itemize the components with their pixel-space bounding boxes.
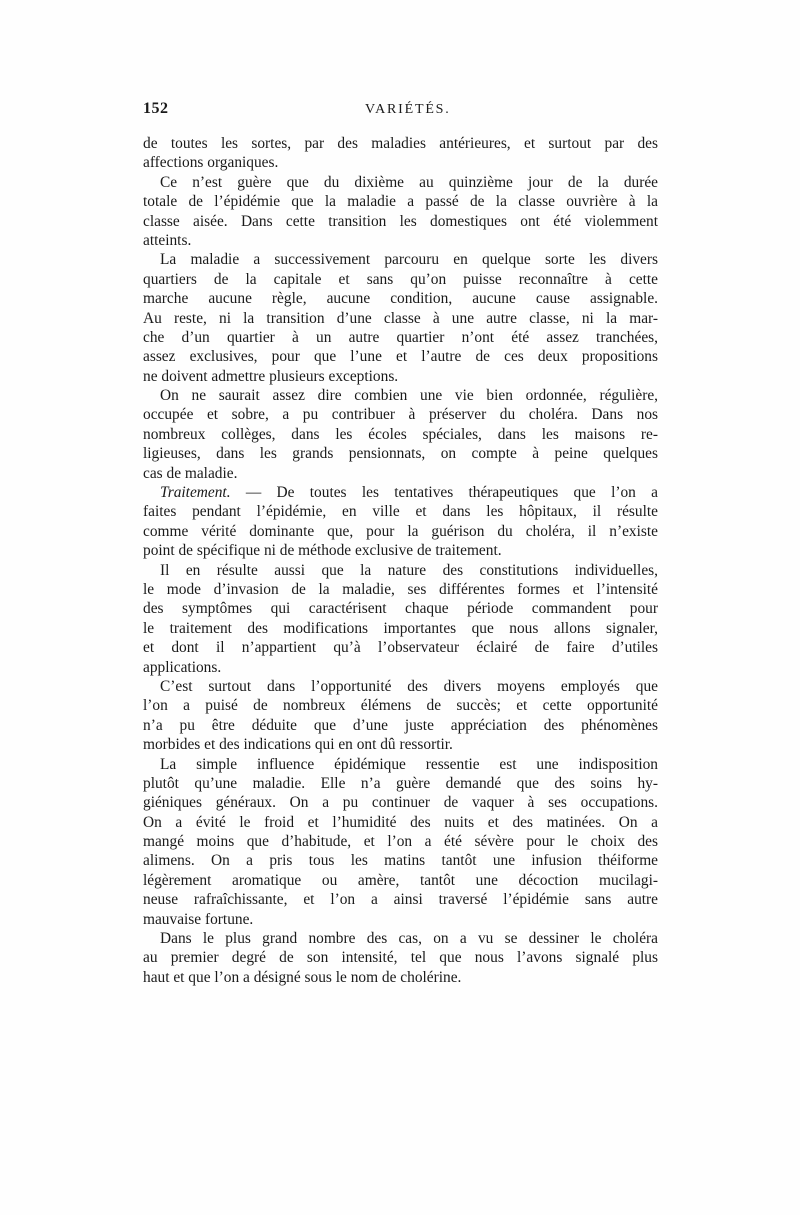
body-text bbox=[143, 134, 658, 987]
text-line: le traitement des modifications importantes que nous allons signaler, bbox=[143, 619, 658, 637]
text-line: ligieuses, dans les grands pensionnats, on compte à peine quelques bbox=[143, 445, 658, 463]
text-line: affections organiques. bbox=[143, 154, 279, 172]
text-line: La simple influence épidémique ressentie est une indisposition bbox=[160, 755, 658, 773]
text-line: giéniques généraux. On a pu continuer de vaquer à ses occupations. bbox=[143, 794, 658, 812]
text-line: C’est surtout dans l’opportunité des divers moyens employés que bbox=[160, 677, 658, 695]
text-line: occupée et sobre, a pu contribuer à préserver du choléra. Dans nos bbox=[143, 406, 658, 424]
text-line: assez exclusives, pour que l’une et l’autre de ces deux propositions bbox=[143, 348, 658, 366]
text-line: Il en résulte aussi que la nature des constitutions individuelles, bbox=[160, 561, 658, 579]
text-line: légèrement aromatique ou amère, tantôt une décoction mucilagi- bbox=[143, 871, 658, 889]
text-line: haut et que l’on a désigné sous le nom de cholérine. bbox=[143, 968, 462, 986]
text-line: che d’un quartier à un autre quartier n’ont été assez tranchées, bbox=[143, 328, 658, 346]
text-line: le mode d’invasion de la maladie, ses différentes formes et l’intensité bbox=[143, 580, 658, 598]
text-line: quartiers de la capitale et sans qu’on puisse reconnaître à cette bbox=[143, 270, 658, 288]
text-line: classe aisée. Dans cette transition les domestiques ont été violemment bbox=[143, 212, 658, 230]
text-line: point de spécifique ni de méthode exclusive de traitement. bbox=[143, 542, 502, 560]
text-line: n’a pu être déduite que d’une juste appréciation des phénomènes bbox=[143, 716, 658, 734]
text-line: marche aucune règle, aucune condition, aucune cause assignable. bbox=[143, 290, 658, 308]
running-head: VARIÉTÉS. bbox=[365, 102, 451, 117]
text-line: Traitement. — De toutes les tentatives thérapeutiques que l’on a bbox=[160, 484, 658, 502]
text-line: totale de l’épidémie que la maladie a passé de la classe ouvrière à la bbox=[143, 193, 658, 211]
text-line: plutôt qu’une maladie. Elle n’a guère demandé que des soins hy- bbox=[143, 774, 658, 792]
section-heading: Traitement. bbox=[160, 484, 231, 502]
page-number: 152 bbox=[143, 100, 169, 117]
text-line: au premier degré de son intensité, tel que nous l’avons signalé plus bbox=[143, 949, 658, 967]
text-line: mauvaise fortune. bbox=[143, 910, 254, 928]
text-line: cas de maladie. bbox=[143, 464, 238, 482]
text-line: On ne saurait assez dire combien une vie bien ordonnée, régulière, bbox=[160, 387, 658, 405]
text-line: et dont il n’appartient qu’à l’observateur éclairé de faire d’utiles bbox=[143, 639, 658, 657]
text-line: mangé moins que d’habitude, et l’on a été sévère pour le choix des bbox=[143, 833, 658, 851]
text-line: de toutes les sortes, par des maladies antérieures, et surtout par des bbox=[143, 135, 658, 152]
text-line: morbides et des indications qui en ont dû ressortir. bbox=[143, 736, 453, 754]
text-line: La maladie a successivement parcouru en quelque sorte les divers bbox=[160, 251, 658, 269]
text-line: Dans le plus grand nombre des cas, on a vu se dessiner le choléra bbox=[160, 930, 658, 948]
text-line: atteints. bbox=[143, 231, 192, 249]
text-line: Ce n’est guère que du dixième au quinzième jour de la durée bbox=[160, 173, 658, 191]
page-header bbox=[143, 100, 655, 122]
text-line: alimens. On a pris tous les matins tantôt une infusion théiforme bbox=[143, 852, 658, 870]
text-line: Au reste, ni la transition d’une classe à une autre classe, ni la mar- bbox=[143, 309, 658, 327]
text-line: On a évité le froid et l’humidité des nuits et des matinées. On a bbox=[143, 813, 658, 831]
text-line: comme vérité dominante que, pour la guérison du choléra, il n’existe bbox=[143, 522, 658, 540]
text-line: faites pendant l’épidémie, en ville et dans les hôpitaux, il résulte bbox=[143, 503, 658, 521]
text-line: nombreux collèges, dans les écoles spéciales, dans les maisons re- bbox=[143, 425, 658, 443]
text-line: des symptômes qui caractérisent chaque période commandent pour bbox=[143, 600, 658, 618]
text-line: neuse rafraîchissante, et l’on a ainsi traversé l’épidémie sans autre bbox=[143, 891, 658, 909]
text-line: l’on a puisé de nombreux élémens de succès; et cette opportunité bbox=[143, 697, 658, 715]
text-line: applications. bbox=[143, 658, 222, 676]
text-line: ne doivent admettre plusieurs exceptions. bbox=[143, 367, 399, 385]
